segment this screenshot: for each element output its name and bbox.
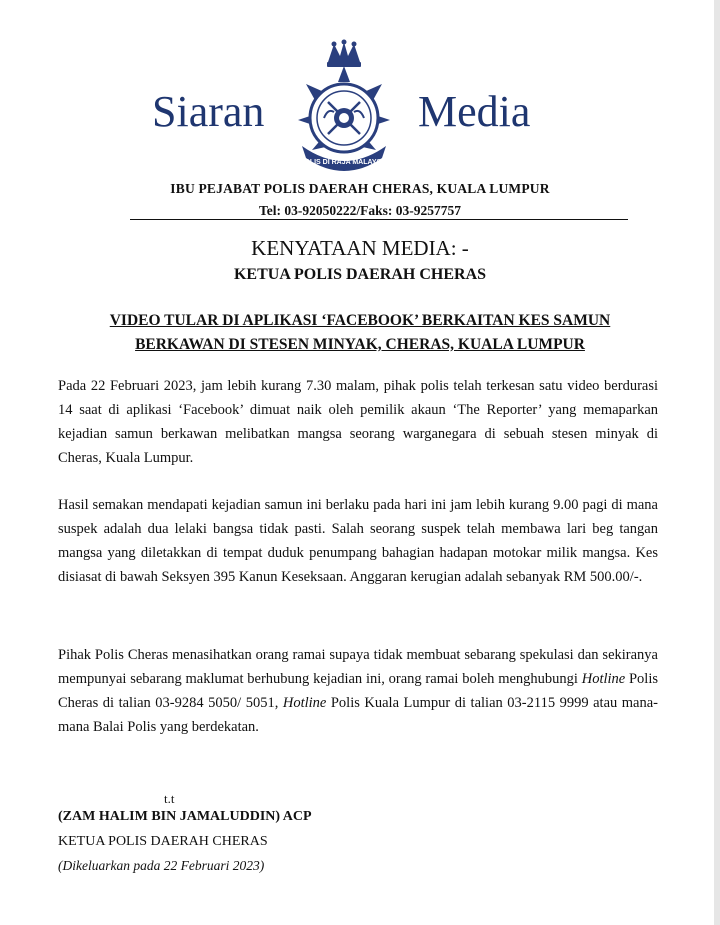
- header-word-media: Media: [418, 87, 531, 136]
- paragraph-3-text-b: Polis Cheras di talian 03-9284 5050/ 5051,: [58, 671, 659, 711]
- body-paragraph-3: [58, 643, 658, 739]
- hotline-label-1: Hotline: [581, 671, 626, 687]
- paragraph-3-text-c: Polis Kuala Lumpur di talian 03-2115 9999 atau mana-mana Balai Polis yang berdekatan.: [58, 695, 658, 735]
- statement-subtitle: KETUA POLIS DAERAH CHERAS: [233, 266, 487, 283]
- paragraph-3-text-a: Pihak Polis Cheras menasihatkan orang ramai supaya tidak membuat sebarang spekulasi dan sekiranya mempunyai sebarang maklumat berhubung kejadian ini, orang ramai boleh menghubungi: [58, 647, 658, 687]
- headline: [50, 309, 670, 357]
- header-divider: [130, 219, 628, 220]
- signatory-title: KETUA POLIS DAERAH CHERAS: [58, 834, 268, 849]
- signatory-name: (ZAM HALIM BIN JAMALUDDIN) ACP: [58, 809, 312, 824]
- headline-line-2: BERKAWAN DI STESEN MINYAK, CHERAS, KUALA LUMPUR: [135, 336, 585, 353]
- crest-ribbon-text: POLIS DI RAJA MALAYSIA: [299, 159, 389, 166]
- statement-title: KENYATAAN MEDIA: -: [251, 236, 469, 260]
- crown-icon: [327, 40, 361, 68]
- headline-line-1: VIDEO TULAR DI APLIKASI ‘FACEBOOK’ BERKAITAN KES SAMUN: [109, 312, 611, 329]
- office-contact: Tel: 03-92050222/Faks: 03-9257757: [259, 203, 461, 218]
- issued-date: (Dikeluarkan pada 22 Februari 2023): [58, 858, 265, 873]
- body-paragraph-2: Hasil semakan mendapati kejadian samun ini berlaku pada hari ini jam lebih kurang 9.00 pagi di mana suspek adalah dua lelaki bangsa tidak pasti. Salah seorang suspek telah membawa lari beg tangan mangsa yang diletakkan di tempat duduk penumpang bahagian hadapan motokar milik mangsa. Kes disiasat di bawah Seksyen 395 Kanun Keseksaan. Anggaran kerugian adalah sebanyak RM 500.00/-.: [58, 497, 658, 585]
- signature-tt: t.t: [164, 791, 175, 806]
- letterhead: [0, 38, 720, 173]
- body-paragraph-1: Pada 22 Februari 2023, jam lebih kurang 7.30 malam, pihak polis telah terkesan satu video berdurasi 14 saat di aplikasi ‘Facebook’ dimuat naik oleh pemilik akaun ‘The Reporter’ yang memaparkan kejadian samun berkawan melibatkan mangsa seorang warganegara di sebuah stesen minyak di Cheras, Kuala Lumpur.: [58, 378, 658, 466]
- office-name: IBU PEJABAT POLIS DAERAH CHERAS, KUALA LUMPUR: [170, 181, 550, 196]
- police-crest-logo: [284, 38, 404, 173]
- hotline-label-2: Hotline: [282, 695, 327, 711]
- header-word-siaran: Siaran: [152, 87, 265, 136]
